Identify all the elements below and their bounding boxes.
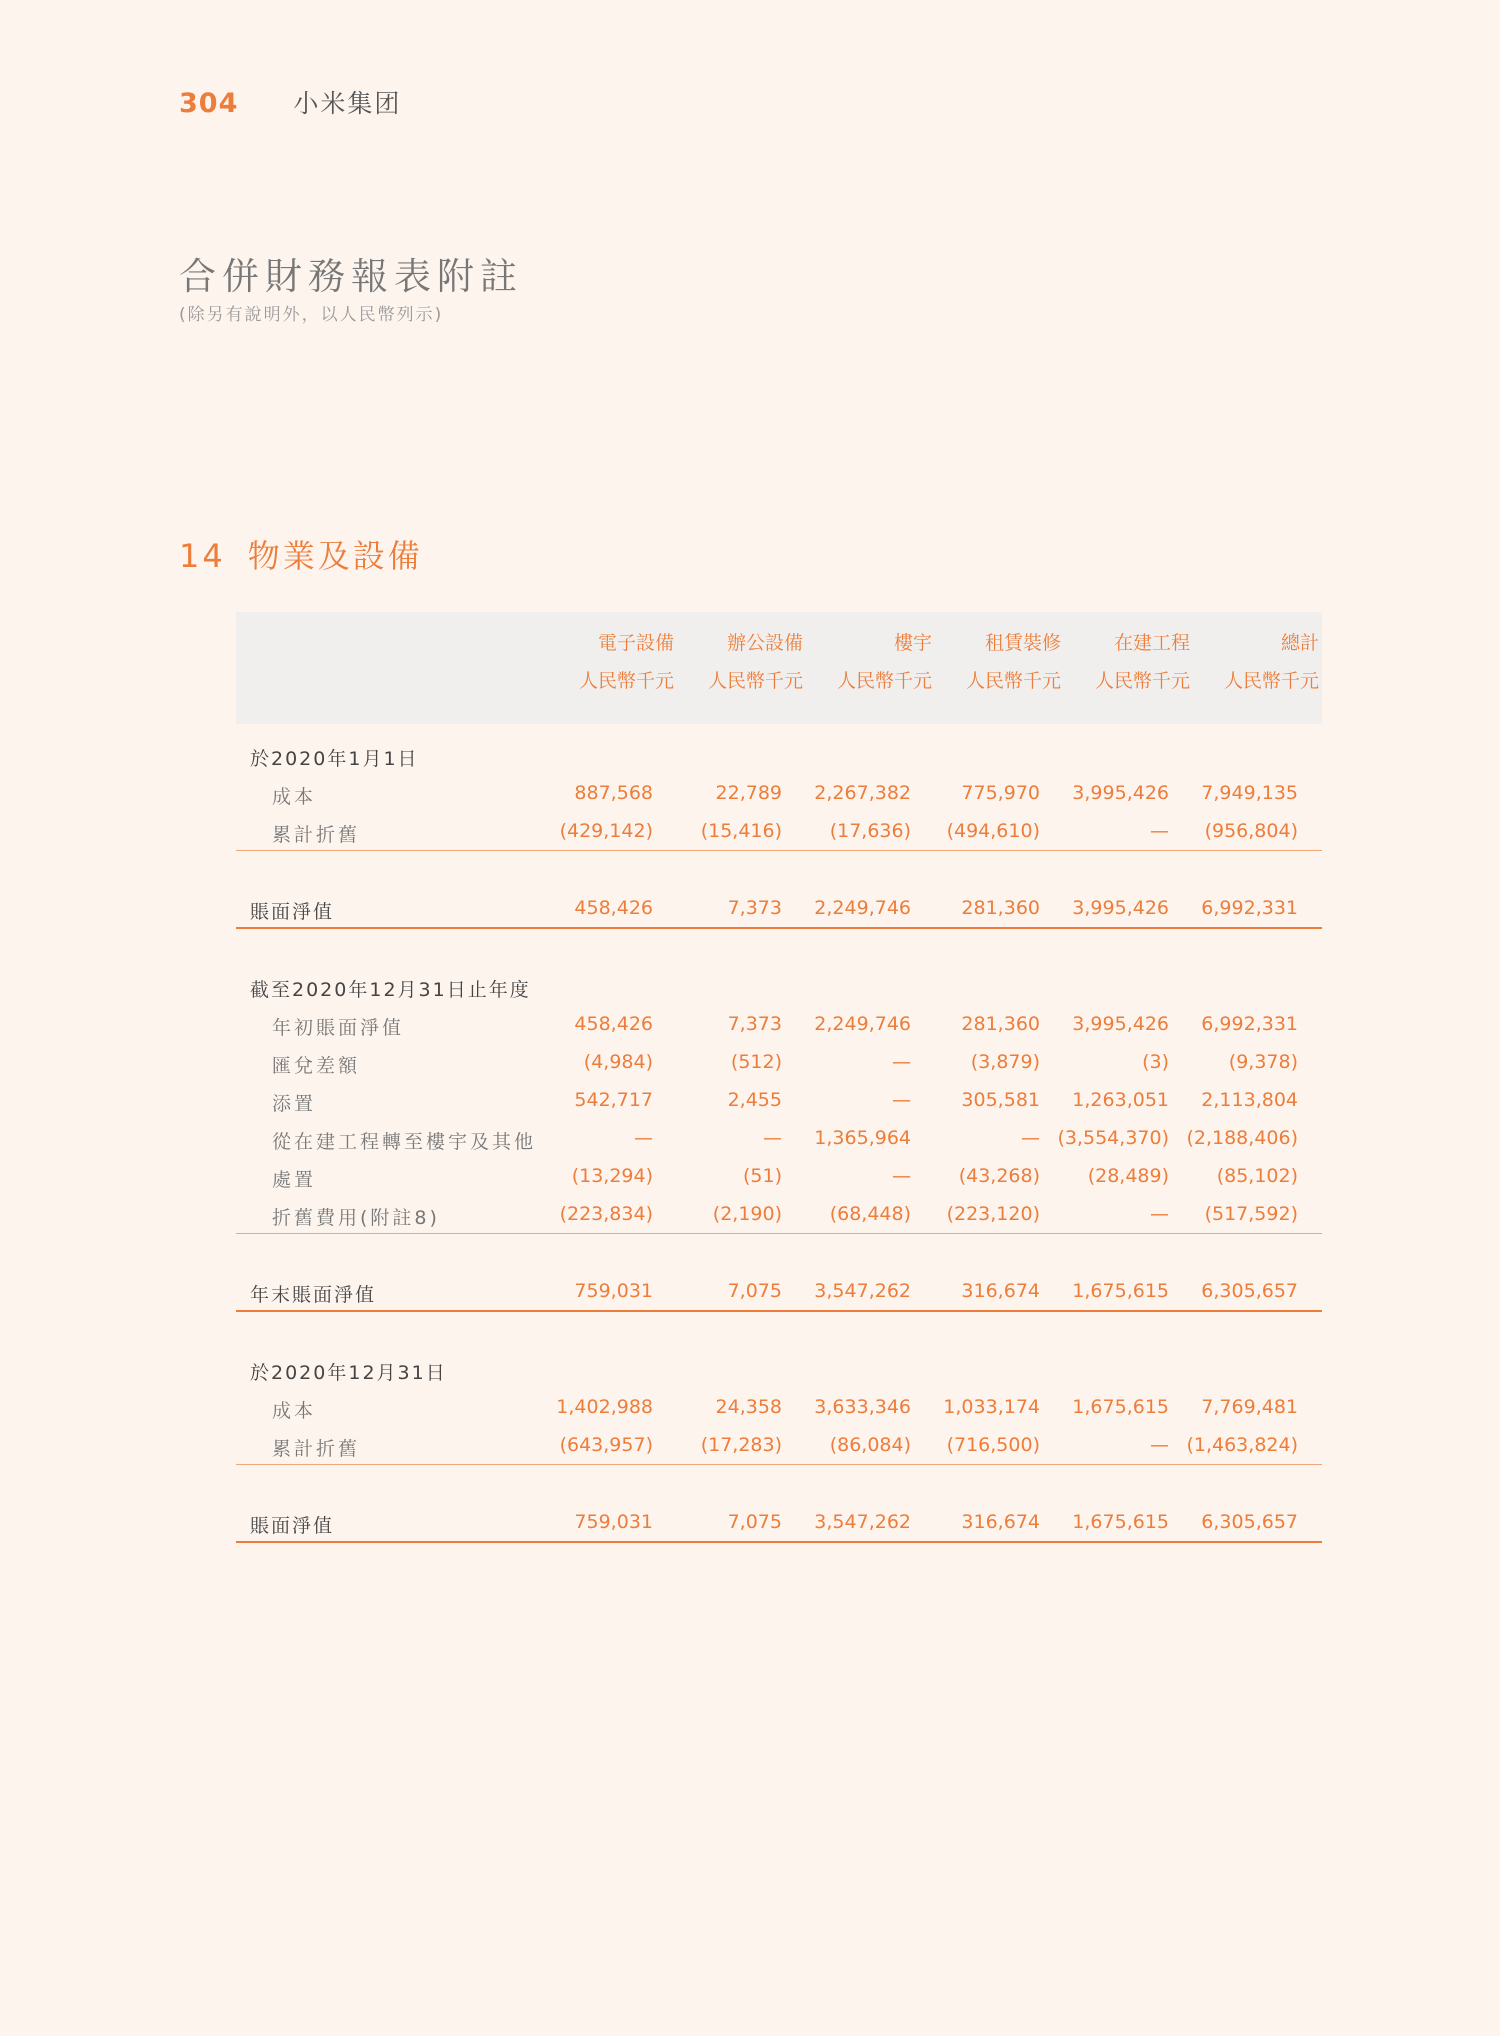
cell-value: (3,879) bbox=[970, 1051, 1040, 1073]
cell-value: 7,949,135 bbox=[1201, 782, 1298, 804]
cell-value: — bbox=[1150, 1434, 1169, 1456]
cell-value: 458,426 bbox=[574, 897, 653, 919]
section-title bbox=[179, 531, 423, 577]
row-label: 處置 bbox=[272, 1169, 317, 1191]
column-header: 樓宇 人民幣千元 bbox=[836, 632, 932, 692]
row-label: 年末賬面淨值 bbox=[250, 1284, 377, 1306]
cell-value: (17,636) bbox=[829, 820, 911, 842]
cell-value: (28,489) bbox=[1087, 1165, 1169, 1187]
cell-value: (429,142) bbox=[559, 820, 653, 842]
cell-value: 1,675,615 bbox=[1072, 1280, 1169, 1302]
row-label: 匯兌差額 bbox=[272, 1055, 361, 1077]
row-label: 添置 bbox=[272, 1093, 317, 1115]
total-row bbox=[236, 1503, 1322, 1541]
table-row bbox=[236, 1081, 1322, 1119]
cell-value: 2,267,382 bbox=[814, 782, 911, 804]
cell-value: 3,547,262 bbox=[814, 1511, 911, 1533]
cell-value: 3,995,426 bbox=[1072, 1013, 1169, 1035]
table-row bbox=[236, 1388, 1322, 1426]
cell-value: 7,373 bbox=[727, 897, 782, 919]
cell-value: 2,113,804 bbox=[1201, 1089, 1298, 1111]
cell-value: — bbox=[1150, 1203, 1169, 1225]
cell-value: 2,455 bbox=[727, 1089, 782, 1111]
cell-value: 316,674 bbox=[961, 1511, 1040, 1533]
cell-value: 6,992,331 bbox=[1201, 897, 1298, 919]
cell-value: (4,984) bbox=[583, 1051, 653, 1073]
cell-value: (13,294) bbox=[571, 1165, 653, 1187]
cell-value: 281,360 bbox=[961, 897, 1040, 919]
page-header bbox=[179, 84, 401, 120]
table-row bbox=[236, 812, 1322, 850]
row-label: 賬面淨值 bbox=[250, 1515, 335, 1537]
cell-value: 1,263,051 bbox=[1072, 1089, 1169, 1111]
row-label: 賬面淨值 bbox=[250, 901, 335, 923]
cell-value: 6,305,657 bbox=[1201, 1280, 1298, 1302]
cell-value: 7,075 bbox=[727, 1280, 782, 1302]
cell-value: 22,789 bbox=[715, 782, 782, 804]
cell-value: 7,075 bbox=[727, 1511, 782, 1533]
cell-value: 3,995,426 bbox=[1072, 897, 1169, 919]
cell-value: — bbox=[763, 1127, 782, 1149]
cell-value: — bbox=[892, 1089, 911, 1111]
cell-value: (643,957) bbox=[559, 1434, 653, 1456]
column-header: 租賃裝修 人民幣千元 bbox=[965, 632, 1061, 692]
cell-value: — bbox=[1021, 1127, 1040, 1149]
cell-value: 316,674 bbox=[961, 1280, 1040, 1302]
cell-value: 887,568 bbox=[574, 782, 653, 804]
table-row bbox=[236, 1119, 1322, 1157]
row-label: 累計折舊 bbox=[272, 824, 361, 846]
cell-value: (15,416) bbox=[700, 820, 782, 842]
row-label: 折舊費用(附註8) bbox=[272, 1207, 440, 1229]
table-row bbox=[236, 1195, 1322, 1233]
cell-value: (86,084) bbox=[829, 1434, 911, 1456]
section-number: 14 bbox=[179, 537, 226, 575]
cell-value: 1,402,988 bbox=[556, 1396, 653, 1418]
section-heading-row: 於2020年12月31日 bbox=[250, 1362, 447, 1384]
cell-value: 2,249,746 bbox=[814, 1013, 911, 1035]
cell-value: (223,834) bbox=[559, 1203, 653, 1225]
cell-value: (512) bbox=[730, 1051, 782, 1073]
cell-value: 6,305,657 bbox=[1201, 1511, 1298, 1533]
section-heading-row: 於2020年1月1日 bbox=[250, 748, 419, 770]
table-header bbox=[236, 612, 1322, 724]
table-row bbox=[236, 1157, 1322, 1195]
divider bbox=[236, 1541, 1322, 1543]
cell-value: 759,031 bbox=[574, 1511, 653, 1533]
column-header: 電子設備 人民幣千元 bbox=[578, 632, 674, 692]
table-row bbox=[236, 1426, 1322, 1464]
cell-value: 7,373 bbox=[727, 1013, 782, 1035]
cell-value: (2,190) bbox=[712, 1203, 782, 1225]
cell-value: (716,500) bbox=[946, 1434, 1040, 1456]
cell-value: (517,592) bbox=[1204, 1203, 1298, 1225]
cell-value: (51) bbox=[742, 1165, 782, 1187]
table-row bbox=[236, 1005, 1322, 1043]
table-row bbox=[236, 774, 1322, 812]
cell-value: (17,283) bbox=[700, 1434, 782, 1456]
row-label: 年初賬面淨值 bbox=[272, 1017, 405, 1039]
column-header: 辦公設備 人民幣千元 bbox=[707, 632, 803, 692]
section-heading-row: 截至2020年12月31日止年度 bbox=[250, 979, 531, 1001]
cell-value: (43,268) bbox=[958, 1165, 1040, 1187]
cell-value: (956,804) bbox=[1204, 820, 1298, 842]
cell-value: 759,031 bbox=[574, 1280, 653, 1302]
document-title: 合併財務報表附註 bbox=[179, 255, 523, 298]
cell-value: (2,188,406) bbox=[1186, 1127, 1298, 1149]
cell-value: — bbox=[634, 1127, 653, 1149]
cell-value: 542,717 bbox=[574, 1089, 653, 1111]
cell-value: 3,547,262 bbox=[814, 1280, 911, 1302]
cell-value: (68,448) bbox=[829, 1203, 911, 1225]
section-name: 物業及設備 bbox=[247, 537, 423, 575]
cell-value: (1,463,824) bbox=[1186, 1434, 1298, 1456]
cell-value: — bbox=[1150, 820, 1169, 842]
cell-value: (494,610) bbox=[946, 820, 1040, 842]
row-label: 成本 bbox=[272, 1400, 317, 1422]
cell-value: 7,769,481 bbox=[1201, 1396, 1298, 1418]
cell-value: 775,970 bbox=[961, 782, 1040, 804]
cell-value: 458,426 bbox=[574, 1013, 653, 1035]
cell-value: (223,120) bbox=[946, 1203, 1040, 1225]
property-equipment-table bbox=[236, 612, 1322, 1543]
cell-value: 281,360 bbox=[961, 1013, 1040, 1035]
cell-value: 3,633,346 bbox=[814, 1396, 911, 1418]
column-header: 總計 人民幣千元 bbox=[1223, 632, 1319, 692]
row-label: 累計折舊 bbox=[272, 1438, 361, 1460]
cell-value: (9,378) bbox=[1228, 1051, 1298, 1073]
cell-value: 2,249,746 bbox=[814, 897, 911, 919]
cell-value: 1,365,964 bbox=[814, 1127, 911, 1149]
cell-value: 3,995,426 bbox=[1072, 782, 1169, 804]
cell-value: (3) bbox=[1142, 1051, 1169, 1073]
cell-value: — bbox=[892, 1051, 911, 1073]
company-name: 小米集团 bbox=[293, 89, 402, 118]
row-label: 成本 bbox=[272, 786, 317, 808]
row-label: 從在建工程轉至樓宇及其他 bbox=[272, 1131, 537, 1153]
cell-value: 1,675,615 bbox=[1072, 1396, 1169, 1418]
cell-value: (3,554,370) bbox=[1057, 1127, 1169, 1149]
page-number: 304 bbox=[179, 88, 239, 119]
cell-value: — bbox=[892, 1165, 911, 1187]
total-row bbox=[236, 1272, 1322, 1310]
column-header: 在建工程 人民幣千元 bbox=[1094, 632, 1190, 692]
cell-value: 6,992,331 bbox=[1201, 1013, 1298, 1035]
cell-value: 1,675,615 bbox=[1072, 1511, 1169, 1533]
document-subtitle: (除另有說明外，以人民幣列示) bbox=[179, 305, 444, 325]
cell-value: 305,581 bbox=[961, 1089, 1040, 1111]
cell-value: (85,102) bbox=[1216, 1165, 1298, 1187]
cell-value: 1,033,174 bbox=[943, 1396, 1040, 1418]
cell-value: 24,358 bbox=[715, 1396, 782, 1418]
table-row bbox=[236, 1043, 1322, 1081]
total-row bbox=[236, 889, 1322, 927]
